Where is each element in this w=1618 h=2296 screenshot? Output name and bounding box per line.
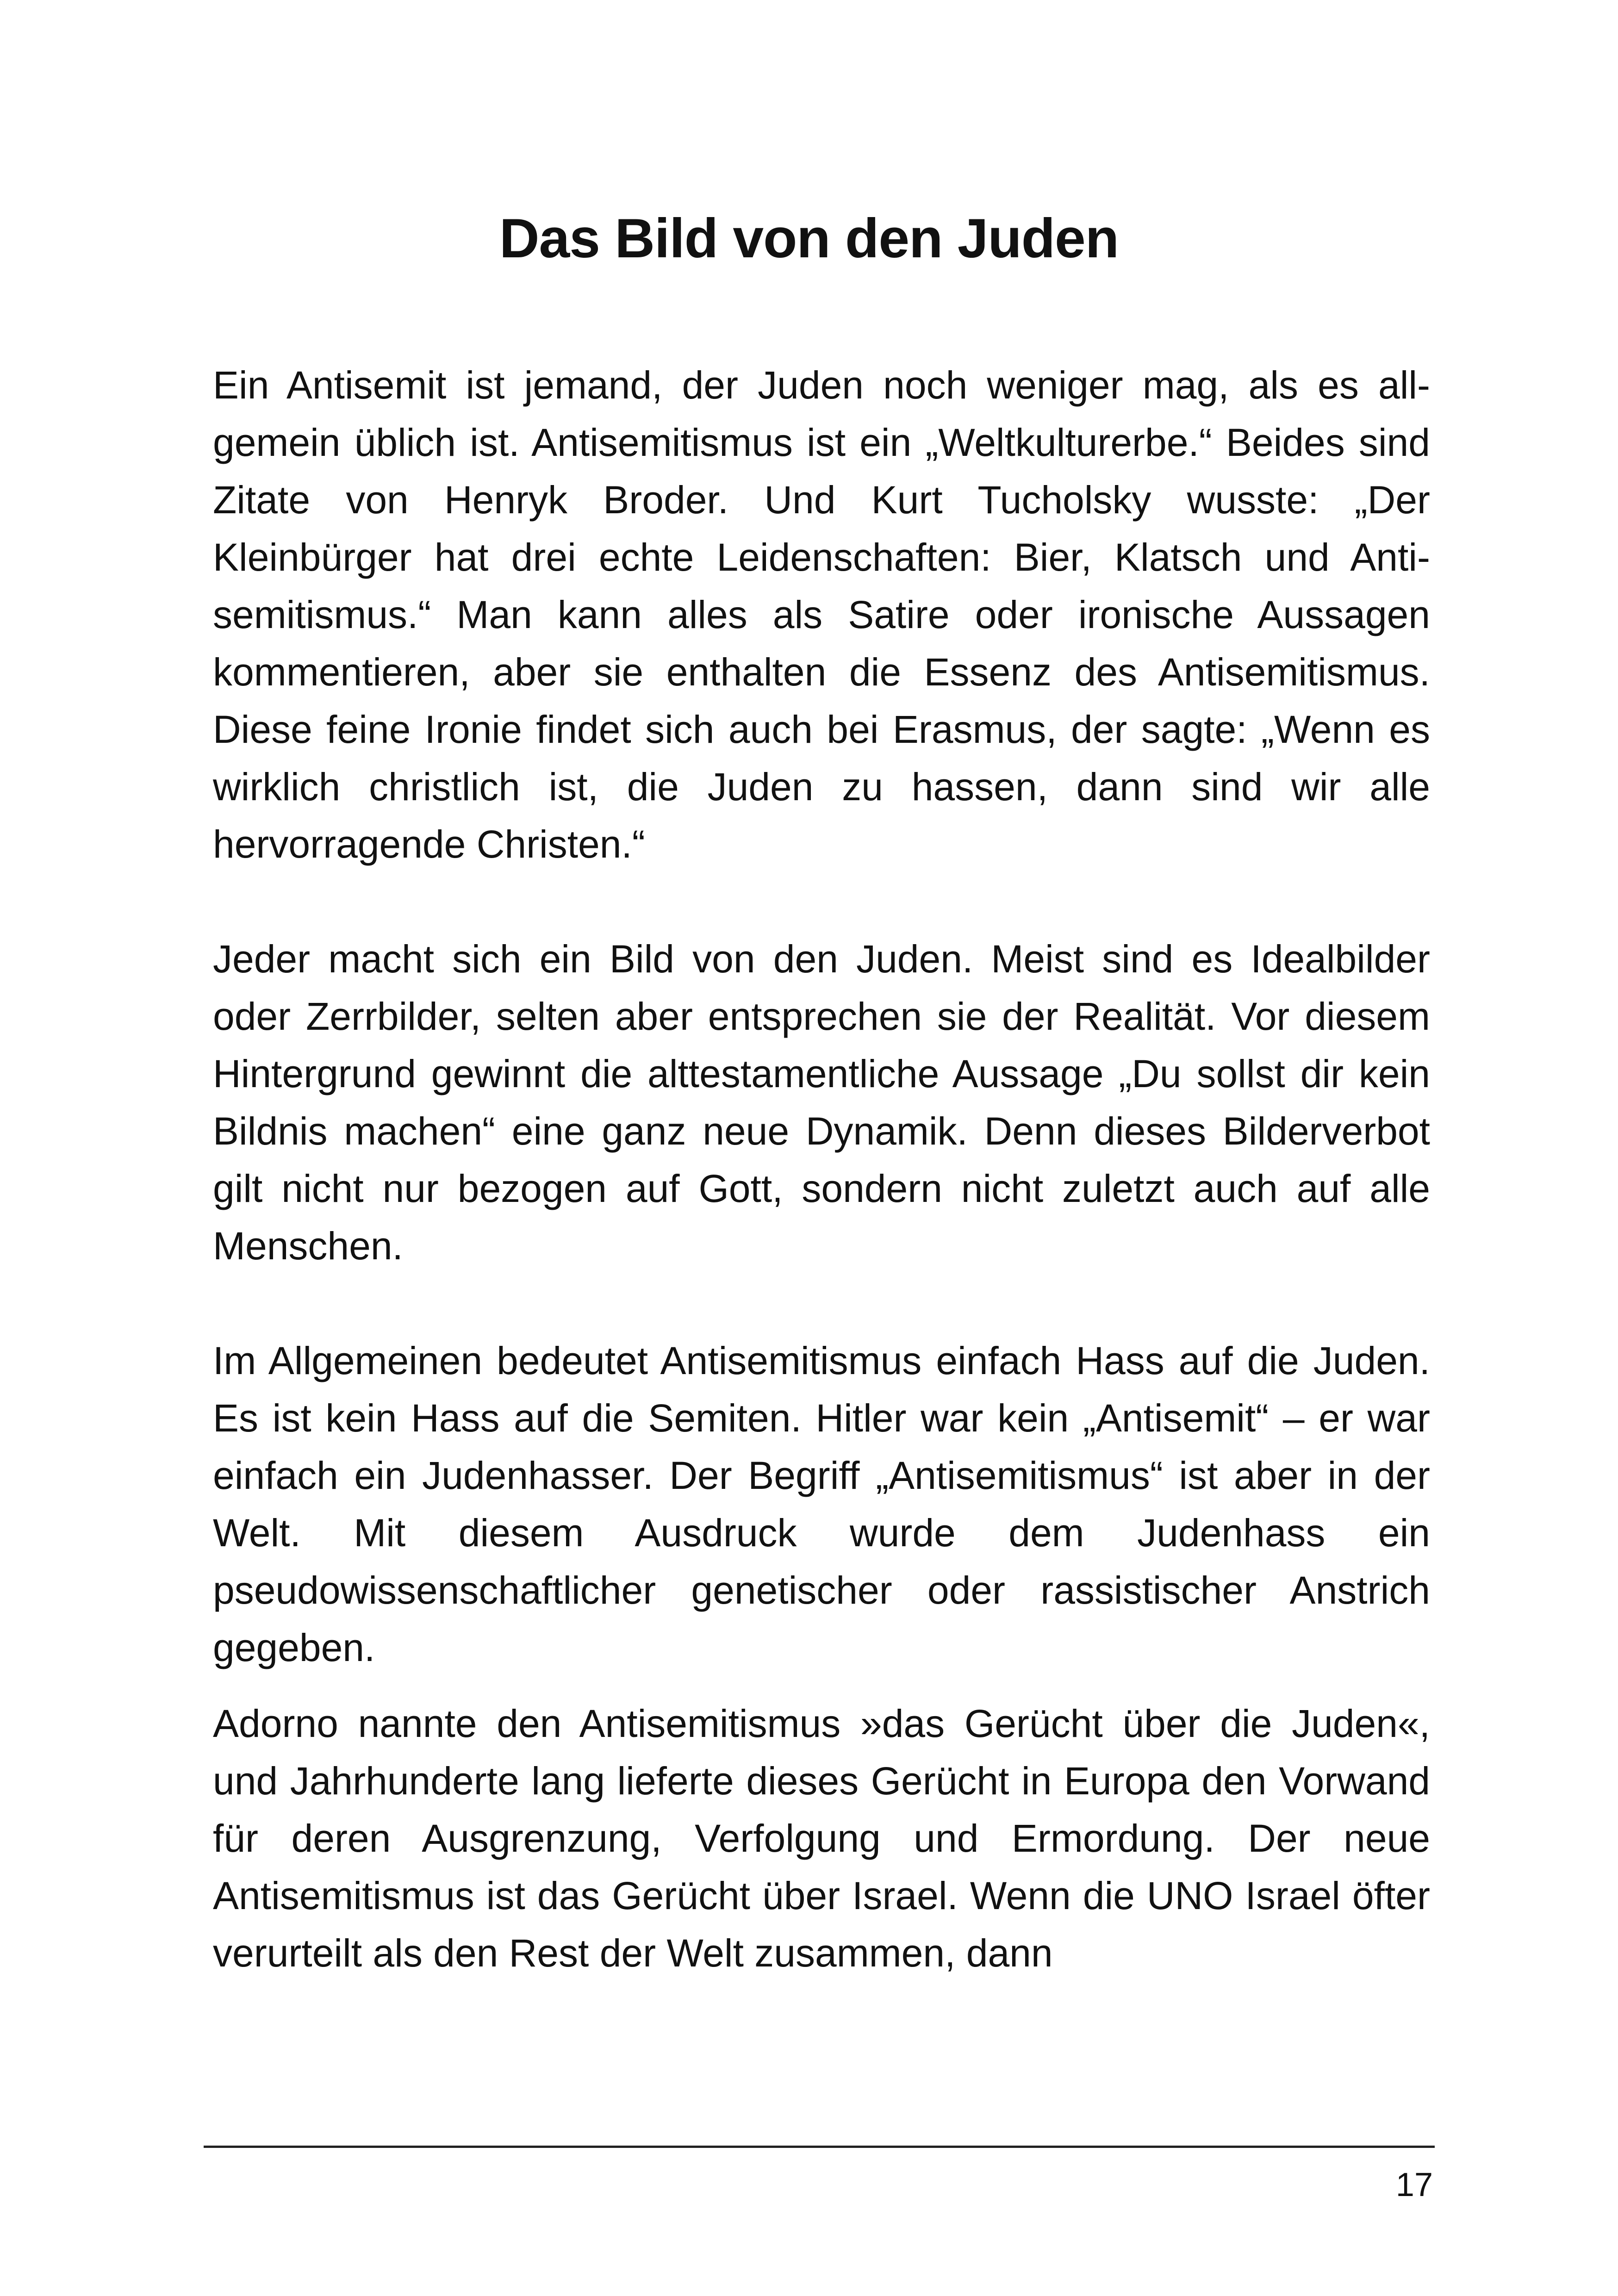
page-number: 17 (1395, 2166, 1433, 2203)
page-title: Das Bild von den Juden (499, 207, 1119, 269)
body-text (213, 356, 1430, 1982)
paragraph-1: Ein Antisemit ist jemand, der Juden noch weniger mag, als es allgemein üblich ist. Antisemitismus ist ein „Weltkulturerbe.“ Beides sind Zitate von Henryk Broder. Und Kurt Tucholsky wusste: „Der Kleinbürger hat drei echte Leidenschaften: Bier, Klatsch und Antisemitismus.“ Man kann alles als Satire oder ironische Aussagen kommentieren, aber sie enthalten die Essenz des Antisemitismus. Diese feine Ironie findet sich auch bei Erasmus, der sagte: „Wenn es wirklich christlich ist, die Juden zu hassen, dann sind wir alle hervorragende Christen.“ (213, 363, 1430, 866)
footer-divider (204, 2146, 1435, 2148)
paragraph-4: Adorno nannte den Antisemitismus »das Gerücht über die Juden«, und Jahrhunderte lang lieferte dieses Gerücht in Europa den Vorwand für deren Ausgrenzung, Verfolgung und Ermordung. Der neue Antisemitismus ist das Gerücht über Israel. Wenn die UNO Israel öfter verurteilt als den Rest der Welt zusammen, dann (213, 1702, 1430, 1975)
paragraph-3: Im Allgemeinen bedeutet Antisemitismus einfach Hass auf die Juden. Es ist kein Hass auf die Semiten. Hitler war kein „Antisemit“ – er war einfach ein Judenhasser. Der Begriff „Antisemitismus“ ist aber in der Welt. Mit diesem Ausdruck wurde dem Judenhass ein pseudowissenschaftlicher genetischer oder rassistischer Anstrich gegeben. (213, 1339, 1430, 1669)
paragraph-2: Jeder macht sich ein Bild von den Juden. Meist sind es Idealbilder oder Zerrbilder, selten aber entsprechen sie der Realität. Vor diesem Hintergrund gewinnt die alttestamentliche Aussage „Du sollst dir kein Bildnis machen“ eine ganz neue Dynamik. Denn dieses Bilderverbot gilt nicht nur bezogen auf Gott, sondern nicht zuletzt auch auf alle Menschen. (213, 937, 1430, 1268)
